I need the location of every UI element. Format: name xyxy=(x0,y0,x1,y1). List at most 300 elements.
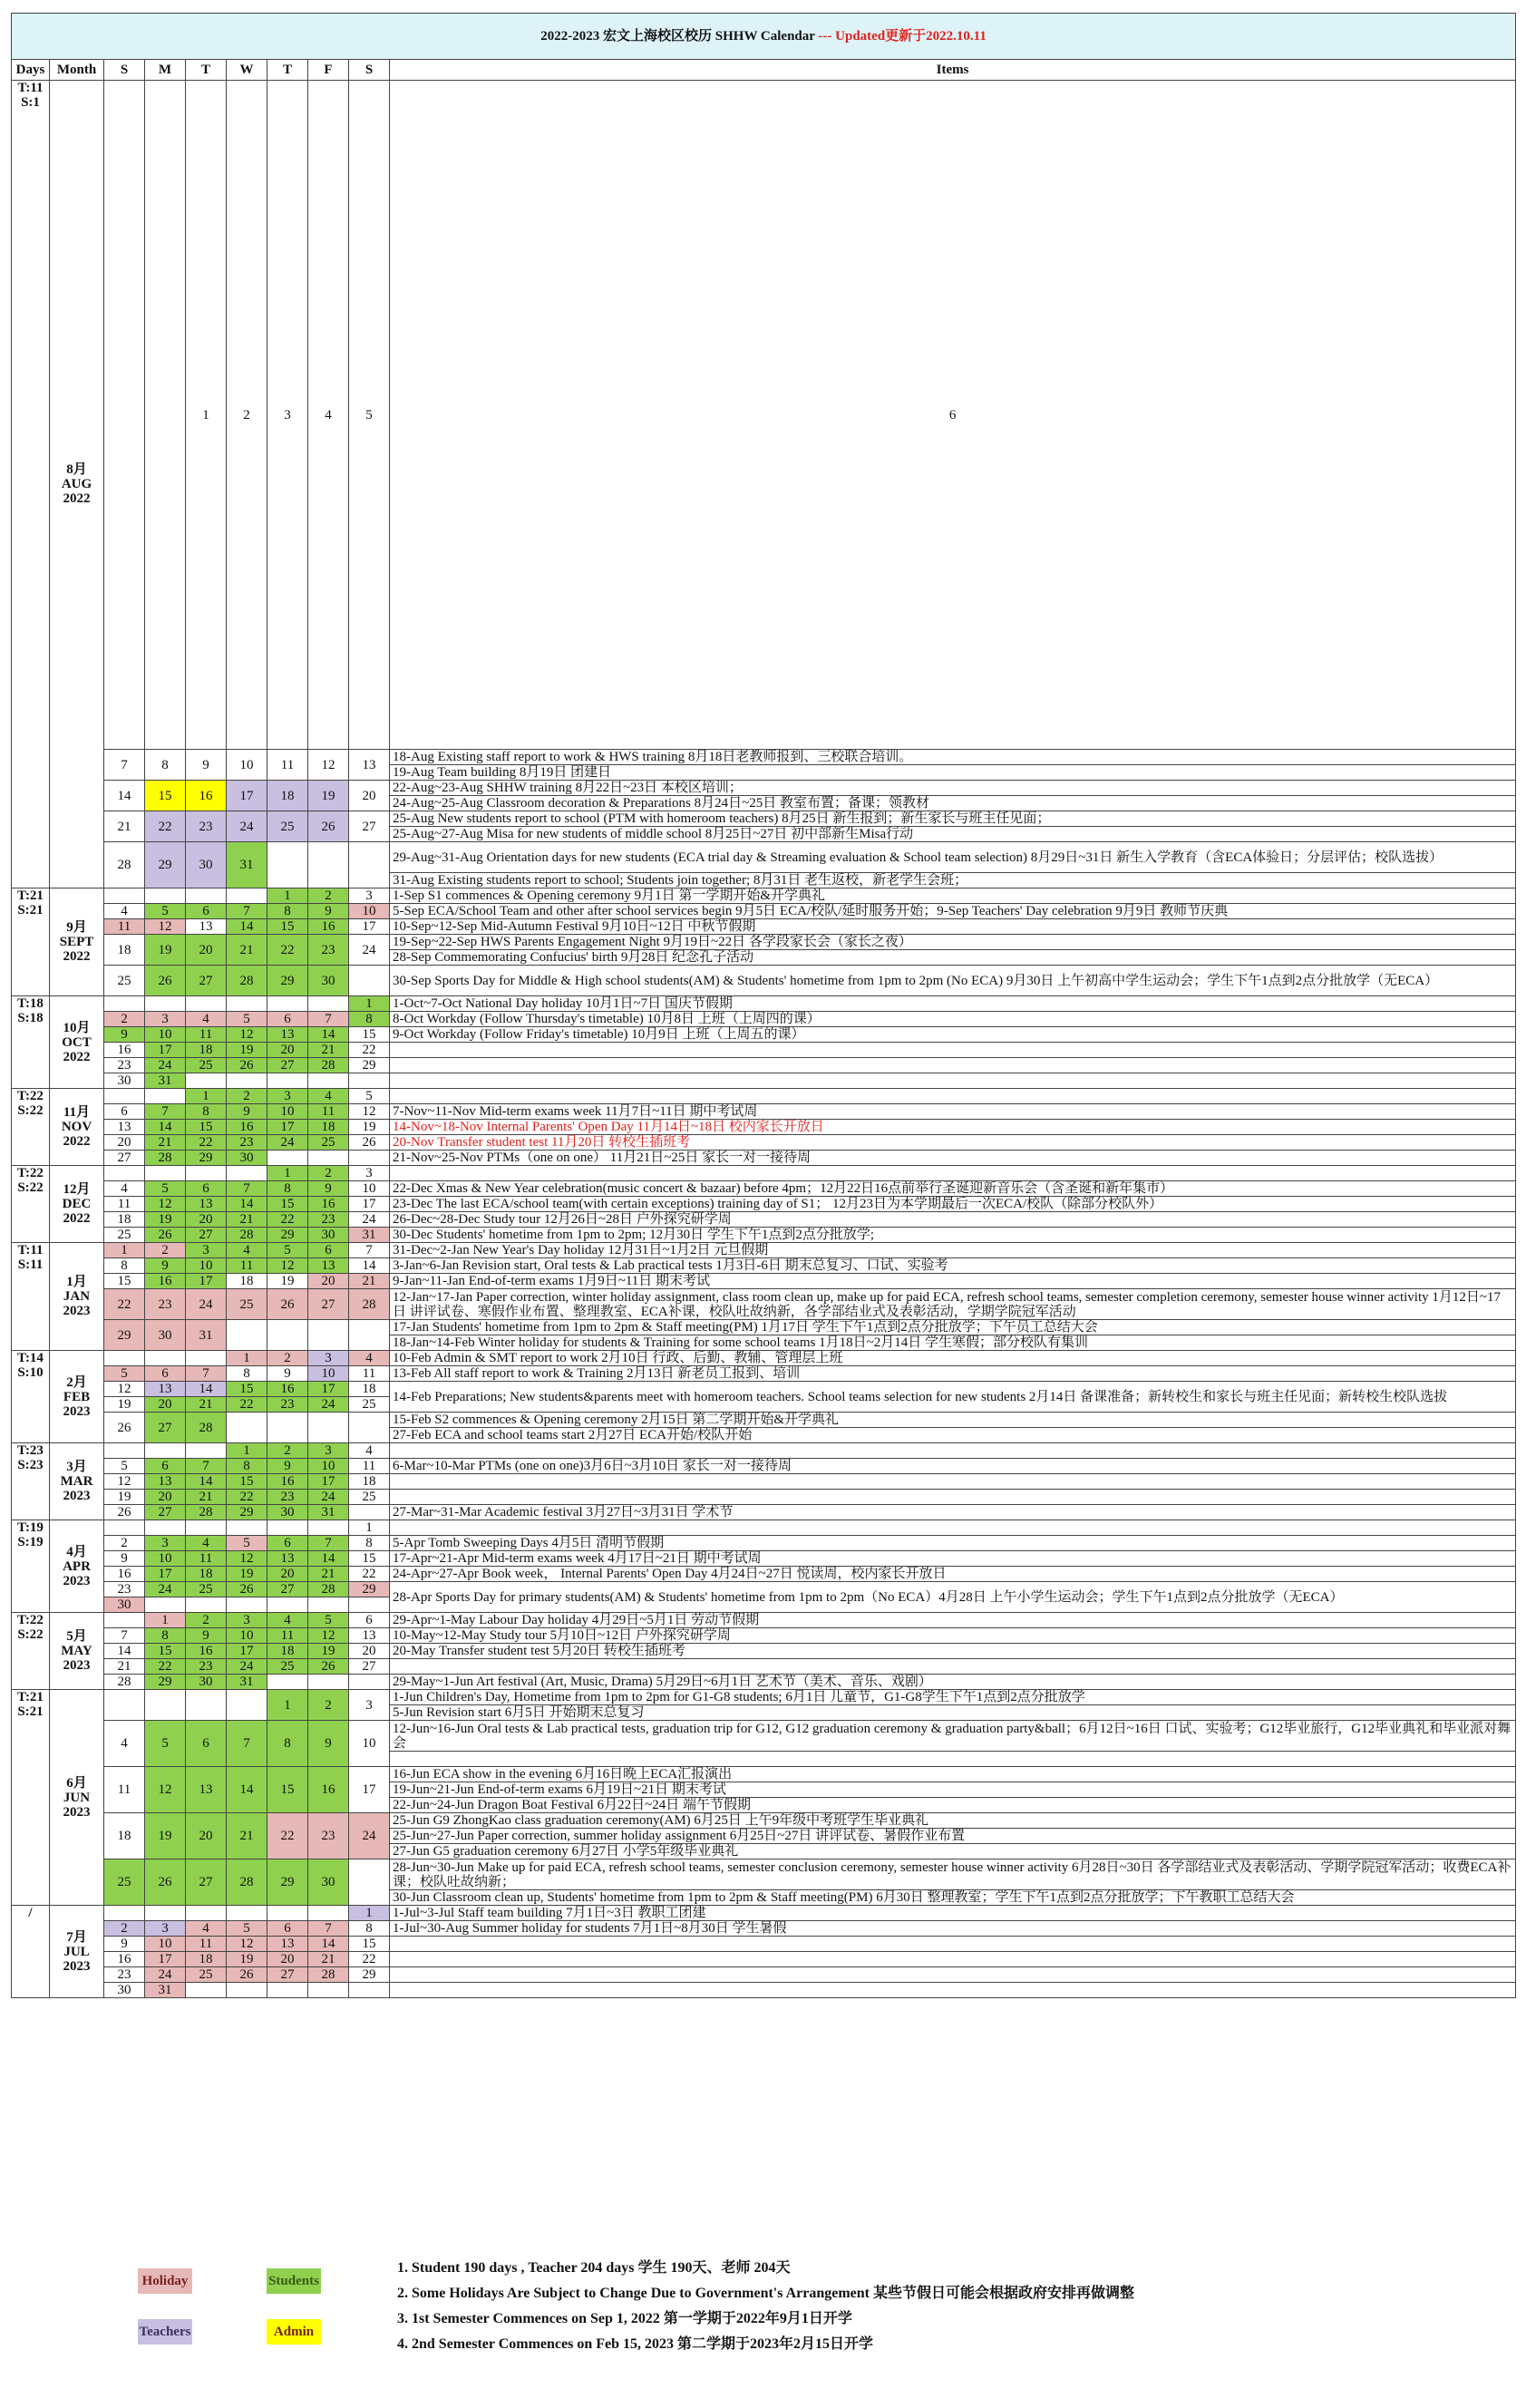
day-number: 11 xyxy=(199,1027,213,1042)
day-number: 21 xyxy=(321,1952,335,1966)
day-cell xyxy=(104,1906,145,1921)
legend-admin: Admin xyxy=(267,2319,321,2345)
calendar-item: 24-Aug~25-Aug Classroom decoration & Preparations 8月24日~25日 教室布置；备课；领教材 xyxy=(390,796,1516,811)
day-cell xyxy=(186,1721,227,1767)
day-cell xyxy=(267,996,308,1012)
calendar-row xyxy=(12,1459,1516,1474)
calendar-table xyxy=(11,13,1516,1998)
calendar-item: 25-Aug~27-Aug Misa for new students of middle school 8月25日~27日 初中部新生Misa行动 xyxy=(390,827,1516,842)
header-fri: F xyxy=(308,60,349,81)
day-number: 9 xyxy=(121,1551,128,1566)
day-cell xyxy=(227,1906,267,1921)
day-number: 12 xyxy=(158,1782,172,1797)
day-cell xyxy=(308,1258,349,1274)
day-cell xyxy=(227,1520,267,1536)
calendar-item: 27-Mar~31-Mar Academic festival 3月27日~3月31日 学术节 xyxy=(390,1505,1516,1520)
month-m: 7月 xyxy=(66,1929,87,1945)
day-number: 7 xyxy=(202,1366,209,1381)
day-number: 26 xyxy=(158,1228,172,1242)
month-label xyxy=(50,1906,104,1998)
calendar-row xyxy=(12,1490,1516,1505)
day-number: 2 xyxy=(161,1243,169,1257)
calendar-item: 24-Apr~27-Apr Book week， Internal Parents' Open Day 4月24日~27日 悦读周，校内家长开放日 xyxy=(390,1567,1516,1582)
day-cell xyxy=(186,1012,227,1027)
day-number: 30 xyxy=(239,1151,254,1165)
day-number: 8 xyxy=(365,1012,373,1026)
day-cell xyxy=(349,1490,390,1505)
month-mn: NOV xyxy=(61,1120,92,1134)
day-cell xyxy=(145,1228,186,1243)
month-label xyxy=(50,1351,104,1443)
day-cell xyxy=(186,935,227,966)
day-cell xyxy=(104,1690,145,1721)
day-cell xyxy=(186,1505,227,1520)
day-number: 21 xyxy=(199,1490,213,1504)
teacher-days: T:22 xyxy=(17,1613,44,1627)
day-cell xyxy=(145,1721,186,1767)
day-cell xyxy=(186,1551,227,1567)
day-number: 25 xyxy=(321,1135,335,1150)
day-cell xyxy=(145,1690,186,1721)
day-cell xyxy=(308,1243,349,1258)
day-number: 20 xyxy=(158,1397,172,1412)
calendar-item: 28-Apr Sports Day for primary students(AM) & Students' hometime from 1pm to 2pm（No ECA）4月28日 上午小学生运动会；学生下午1点到2点分批放学（无ECA） xyxy=(390,1582,1516,1613)
day-cell xyxy=(145,1983,186,1998)
day-number: 4 xyxy=(325,1089,332,1103)
day-number: 24 xyxy=(280,1135,295,1150)
day-cell xyxy=(308,1135,349,1151)
day-number: 11 xyxy=(321,1104,335,1119)
student-days: S:11 xyxy=(17,1257,44,1272)
day-number: 3 xyxy=(243,1613,250,1627)
day-cell xyxy=(145,1613,186,1628)
day-cell xyxy=(145,996,186,1012)
day-number: 23 xyxy=(199,819,213,834)
day-number: 4 xyxy=(325,407,332,422)
day-number: 30 xyxy=(117,1597,131,1612)
day-cell xyxy=(186,1644,227,1659)
calendar-item xyxy=(390,1952,1516,1967)
day-cell xyxy=(267,1443,308,1459)
day-cell xyxy=(104,1258,145,1274)
day-cell xyxy=(186,1181,227,1197)
day-cell xyxy=(267,1659,308,1675)
day-cell xyxy=(349,966,390,996)
day-cell xyxy=(227,1536,267,1551)
day-number: 11 xyxy=(362,1459,376,1473)
day-number: 15 xyxy=(239,1474,254,1489)
day-number: 11 xyxy=(117,1782,131,1797)
day-count xyxy=(12,1089,50,1166)
calendar-item: 1-Oct~7-Oct National Day holiday 10月1日~7日 国庆节假期 xyxy=(390,996,1516,1012)
day-number: 25 xyxy=(117,973,131,988)
day-cell xyxy=(267,842,308,888)
day-cell xyxy=(349,1289,390,1320)
day-count xyxy=(12,996,50,1089)
title-main: 2022-2023 宏文上海校区校历 SHHW Calendar xyxy=(540,29,815,44)
calendar-row xyxy=(12,1043,1516,1058)
month-label xyxy=(50,1089,104,1166)
day-cell xyxy=(227,1567,267,1582)
day-cell xyxy=(145,1967,186,1983)
day-number: 17 xyxy=(239,788,254,803)
day-number: 31 xyxy=(362,1228,376,1242)
month-m: 2月 xyxy=(66,1374,87,1390)
day-cell xyxy=(308,1089,349,1104)
day-number: 10 xyxy=(158,1027,172,1042)
day-cell xyxy=(104,1166,145,1181)
day-cell xyxy=(104,996,145,1012)
teacher-days: / xyxy=(28,1906,33,1920)
day-cell xyxy=(267,1505,308,1520)
day-cell xyxy=(349,1320,390,1351)
day-cell xyxy=(349,1613,390,1628)
day-cell xyxy=(104,1289,145,1320)
day-cell xyxy=(104,1859,145,1906)
day-number: 28 xyxy=(362,1296,376,1312)
calendar-row xyxy=(12,1582,1516,1597)
day-number: 25 xyxy=(239,1296,254,1312)
day-cell xyxy=(104,1397,145,1413)
day-cell xyxy=(145,1058,186,1073)
teacher-days: T:21 xyxy=(17,1690,44,1704)
day-cell xyxy=(104,1197,145,1212)
calendar-row xyxy=(12,1520,1516,1536)
day-cell xyxy=(104,811,145,842)
day-cell xyxy=(104,1243,145,1258)
day-number: 25 xyxy=(280,819,295,834)
day-cell xyxy=(308,935,349,966)
day-number: 17 xyxy=(280,1120,295,1134)
day-cell xyxy=(267,904,308,919)
day-cell xyxy=(227,1952,267,1967)
day-cell xyxy=(267,966,308,996)
day-cell xyxy=(349,1967,390,1983)
day-cell xyxy=(267,1644,308,1659)
day-cell xyxy=(104,1120,145,1135)
day-cell xyxy=(349,1351,390,1366)
calendar-row xyxy=(12,81,1516,459)
day-number: 16 xyxy=(158,1274,172,1288)
calendar-item: 3-Jan~6-Jan Revision start, Oral tests & Lab practical tests 1月3日-6日 期末总复习、口试、实验考 xyxy=(390,1258,1516,1274)
calendar-item xyxy=(390,1983,1516,1998)
student-days: S:19 xyxy=(17,1535,44,1549)
day-number: 8 xyxy=(284,1736,291,1751)
day-cell xyxy=(145,1073,186,1089)
calendar-row xyxy=(12,1505,1516,1520)
day-cell xyxy=(227,1767,267,1813)
month-m: 10月 xyxy=(63,1020,91,1035)
day-cell xyxy=(267,1228,308,1243)
day-cell xyxy=(227,1073,267,1089)
day-cell xyxy=(308,1597,349,1613)
day-number: 4 xyxy=(121,1181,128,1196)
day-number: 2 xyxy=(325,888,332,903)
calendar-row xyxy=(12,1906,1516,1921)
day-number: 31 xyxy=(158,1983,172,1997)
day-number: 12 xyxy=(280,1258,295,1273)
day-number: 4 xyxy=(202,1536,209,1550)
day-number: 4 xyxy=(121,904,128,918)
day-number: 14 xyxy=(239,1197,254,1211)
day-cell xyxy=(227,1582,267,1597)
day-cell xyxy=(186,1151,227,1166)
day-number: 1 xyxy=(202,407,209,422)
day-number: 22 xyxy=(280,1829,295,1843)
month-mn: FEB xyxy=(63,1389,91,1404)
day-count xyxy=(12,1613,50,1690)
day-cell xyxy=(186,1967,227,1983)
header-month: Month xyxy=(50,60,104,81)
day-cell xyxy=(186,1443,227,1459)
day-number: 30 xyxy=(321,973,335,988)
day-cell xyxy=(308,1983,349,1998)
day-number: 28 xyxy=(321,1967,335,1982)
day-cell xyxy=(186,904,227,919)
day-cell xyxy=(267,1089,308,1104)
day-cell xyxy=(349,1228,390,1243)
day-cell xyxy=(308,1690,349,1721)
day-number: 18 xyxy=(280,1644,295,1658)
day-cell xyxy=(104,904,145,919)
calendar-row xyxy=(12,1675,1516,1690)
calendar-row xyxy=(12,1089,1516,1104)
day-number: 4 xyxy=(284,1613,291,1627)
day-number: 29 xyxy=(239,1505,254,1520)
day-number: 26 xyxy=(239,1058,254,1073)
day-cell xyxy=(308,1104,349,1120)
day-number: 21 xyxy=(239,942,254,957)
month-m: 5月 xyxy=(66,1629,87,1644)
day-number: 7 xyxy=(325,1012,332,1026)
calendar-item xyxy=(390,1490,1516,1505)
day-cell xyxy=(145,1443,186,1459)
header-wed: W xyxy=(227,60,267,81)
day-cell xyxy=(227,904,267,919)
day-number: 29 xyxy=(117,1327,131,1343)
day-number: 5 xyxy=(365,407,373,422)
teacher-days: T:18 xyxy=(17,996,44,1011)
day-number: 11 xyxy=(280,757,295,772)
month-mn: AUG xyxy=(61,477,92,491)
day-number: 25 xyxy=(199,1058,213,1073)
day-cell xyxy=(349,1937,390,1952)
day-number: 29 xyxy=(158,1675,172,1689)
day-cell xyxy=(145,1212,186,1228)
day-number: 18 xyxy=(321,1120,335,1134)
day-cell xyxy=(145,1536,186,1551)
day-number: 14 xyxy=(321,1027,335,1042)
day-number: 16 xyxy=(199,788,213,803)
note-1: 1. Student 190 days , Teacher 204 days 学生 190天、老师 204天 xyxy=(397,2260,791,2276)
day-cell xyxy=(104,1073,145,1089)
day-number: 20 xyxy=(199,1829,213,1843)
day-number: 15 xyxy=(158,788,172,803)
day-cell xyxy=(349,1520,390,1536)
day-number: 9 xyxy=(202,1628,209,1643)
day-number: 19 xyxy=(239,1043,254,1057)
day-cell xyxy=(349,1536,390,1551)
day-cell xyxy=(186,1274,227,1289)
calendar-item: 18-Aug Existing staff report to work & HWS training 8月18日老教师报到、三校联合培训。 xyxy=(390,750,1516,765)
day-cell xyxy=(267,1104,308,1120)
day-cell xyxy=(227,888,267,904)
day-cell xyxy=(227,1043,267,1058)
day-number: 3 xyxy=(161,1921,169,1936)
day-number: 16 xyxy=(117,1952,131,1966)
day-number: 3 xyxy=(161,1012,169,1026)
note-2: 2. Some Holidays Are Subject to Change Due to Government's Arrangement 某些节假日可能会根据政府安排再做调整 xyxy=(397,2286,1135,2301)
day-number: 16 xyxy=(199,1644,213,1658)
day-cell xyxy=(267,1351,308,1366)
month-y: 2023 xyxy=(63,1658,91,1673)
day-cell xyxy=(308,996,349,1012)
day-cell xyxy=(227,1613,267,1628)
day-number: 23 xyxy=(158,1296,172,1312)
day-cell xyxy=(227,935,267,966)
day-cell xyxy=(186,811,227,842)
day-cell xyxy=(267,1906,308,1921)
day-cell xyxy=(267,1120,308,1135)
day-cell xyxy=(349,1505,390,1520)
day-cell xyxy=(145,1813,186,1859)
day-cell xyxy=(308,1274,349,1289)
title-updated: --- Updated更新于2022.10.11 xyxy=(814,29,987,44)
calendar-row xyxy=(12,1567,1516,1582)
calendar-row xyxy=(12,1983,1516,1998)
legend-teachers: Teachers xyxy=(138,2319,192,2345)
calendar-item xyxy=(390,1073,1516,1089)
calendar-row xyxy=(12,966,1516,981)
day-number: 7 xyxy=(121,757,128,772)
day-cell xyxy=(308,904,349,919)
day-number: 28 xyxy=(199,1420,213,1435)
day-cell xyxy=(186,1937,227,1952)
day-cell xyxy=(227,1644,267,1659)
calendar-row xyxy=(12,1443,1516,1459)
day-number: 30 xyxy=(199,1675,213,1689)
day-cell xyxy=(267,1613,308,1628)
day-number: 27 xyxy=(199,1228,213,1242)
day-number: 26 xyxy=(158,1875,172,1889)
day-number: 24 xyxy=(239,819,254,834)
day-cell xyxy=(145,1906,186,1921)
student-days: S:22 xyxy=(17,1627,44,1642)
day-cell xyxy=(227,1027,267,1043)
day-cell xyxy=(267,1675,308,1690)
day-number: 14 xyxy=(117,788,131,803)
day-cell xyxy=(145,1289,186,1320)
day-number: 21 xyxy=(158,1135,172,1150)
day-cell xyxy=(104,1320,145,1351)
day-cell xyxy=(308,1921,349,1937)
day-number: 23 xyxy=(239,1135,254,1150)
day-cell xyxy=(227,1151,267,1166)
calendar-item: 25-Jun G9 ZhongKao class graduation ceremony(AM) 6月25日 上午9年级中考班学生毕业典礼 xyxy=(390,1813,1516,1829)
day-number: 20 xyxy=(280,1567,295,1581)
day-cell xyxy=(145,1551,186,1567)
day-cell xyxy=(104,1921,145,1937)
day-number: 27 xyxy=(199,973,213,988)
day-cell xyxy=(104,966,145,996)
day-cell xyxy=(186,1613,227,1628)
calendar-item: 10-Sep~12-Sep Mid-Autumn Festival 9月10日~12日 中秋节假期 xyxy=(390,919,1516,935)
day-number: 26 xyxy=(239,1582,254,1597)
day-number: 24 xyxy=(362,1212,376,1227)
day-number: 8 xyxy=(202,1104,209,1119)
day-cell xyxy=(104,1228,145,1243)
day-number: 6 xyxy=(284,1536,291,1550)
day-number: 17 xyxy=(362,919,376,934)
calendar-row xyxy=(12,1536,1516,1551)
day-cell xyxy=(349,1012,390,1027)
day-number: 15 xyxy=(199,1120,213,1134)
calendar-row xyxy=(12,1413,1516,1428)
calendar-item: 27-Feb ECA and school teams start 2月27日 ECA开始/校队开始 xyxy=(390,1428,1516,1443)
calendar-row xyxy=(12,1613,1516,1628)
day-number: 15 xyxy=(362,1551,376,1566)
day-cell xyxy=(227,996,267,1012)
day-cell xyxy=(308,1628,349,1644)
day-cell xyxy=(104,888,145,904)
calendar-item: 30-Jun Classroom clean up, Students' hometime from 1pm to 2pm & Staff meeting(PM) 6月30日 整理教室；学生下午1点到2点分批放学；下午教职工总结大会 xyxy=(390,1890,1516,1906)
day-number: 26 xyxy=(321,1659,335,1674)
day-number: 15 xyxy=(280,919,295,934)
day-cell xyxy=(267,781,308,811)
day-cell xyxy=(267,1320,308,1351)
day-cell xyxy=(308,1228,349,1243)
day-number: 3 xyxy=(161,1536,169,1550)
day-number: 11 xyxy=(362,1366,376,1381)
day-cell xyxy=(186,996,227,1012)
day-cell xyxy=(186,81,227,750)
calendar-row xyxy=(12,888,1516,904)
day-number: 28 xyxy=(239,1875,254,1889)
day-cell xyxy=(267,935,308,966)
day-number: 9 xyxy=(284,1459,291,1473)
day-cell xyxy=(349,1551,390,1567)
day-cell xyxy=(145,1567,186,1582)
day-number: 7 xyxy=(325,1921,332,1936)
calendar-item: 27-Jun G5 graduation ceremony 6月27日 小学5年级毕业典礼 xyxy=(390,1844,1516,1859)
teacher-days: T:19 xyxy=(17,1520,44,1535)
day-cell xyxy=(267,1135,308,1151)
day-number: 13 xyxy=(362,1628,376,1643)
day-cell xyxy=(186,1413,227,1443)
day-number: 27 xyxy=(280,1967,295,1982)
calendar-item: 13-Feb All staff report to work & Training 2月13日 新老员工报到、培训 xyxy=(390,1366,1516,1382)
day-cell xyxy=(186,1983,227,1998)
day-cell xyxy=(227,1212,267,1228)
calendar-item: 28-Sep Commemorating Confucius' birth 9月28日 纪念孔子活动 xyxy=(390,950,1516,966)
day-cell xyxy=(349,919,390,935)
day-cell xyxy=(145,1921,186,1937)
day-cell xyxy=(227,1490,267,1505)
day-cell xyxy=(308,1490,349,1505)
day-number: 23 xyxy=(280,1397,295,1412)
calendar-item: 19-Sep~22-Sep HWS Parents Engagement Night 9月19日~22日 各学段家长会（家长之夜） xyxy=(390,935,1516,950)
day-cell xyxy=(227,1474,267,1490)
day-cell xyxy=(267,1567,308,1582)
page-title xyxy=(12,14,1516,60)
day-cell xyxy=(104,1567,145,1582)
day-number: 10 xyxy=(199,1258,213,1273)
teacher-days: T:21 xyxy=(17,888,44,903)
calendar-row xyxy=(12,996,1516,1012)
day-number: 29 xyxy=(158,858,172,872)
day-cell xyxy=(267,1243,308,1258)
calendar-row xyxy=(12,1320,1516,1335)
